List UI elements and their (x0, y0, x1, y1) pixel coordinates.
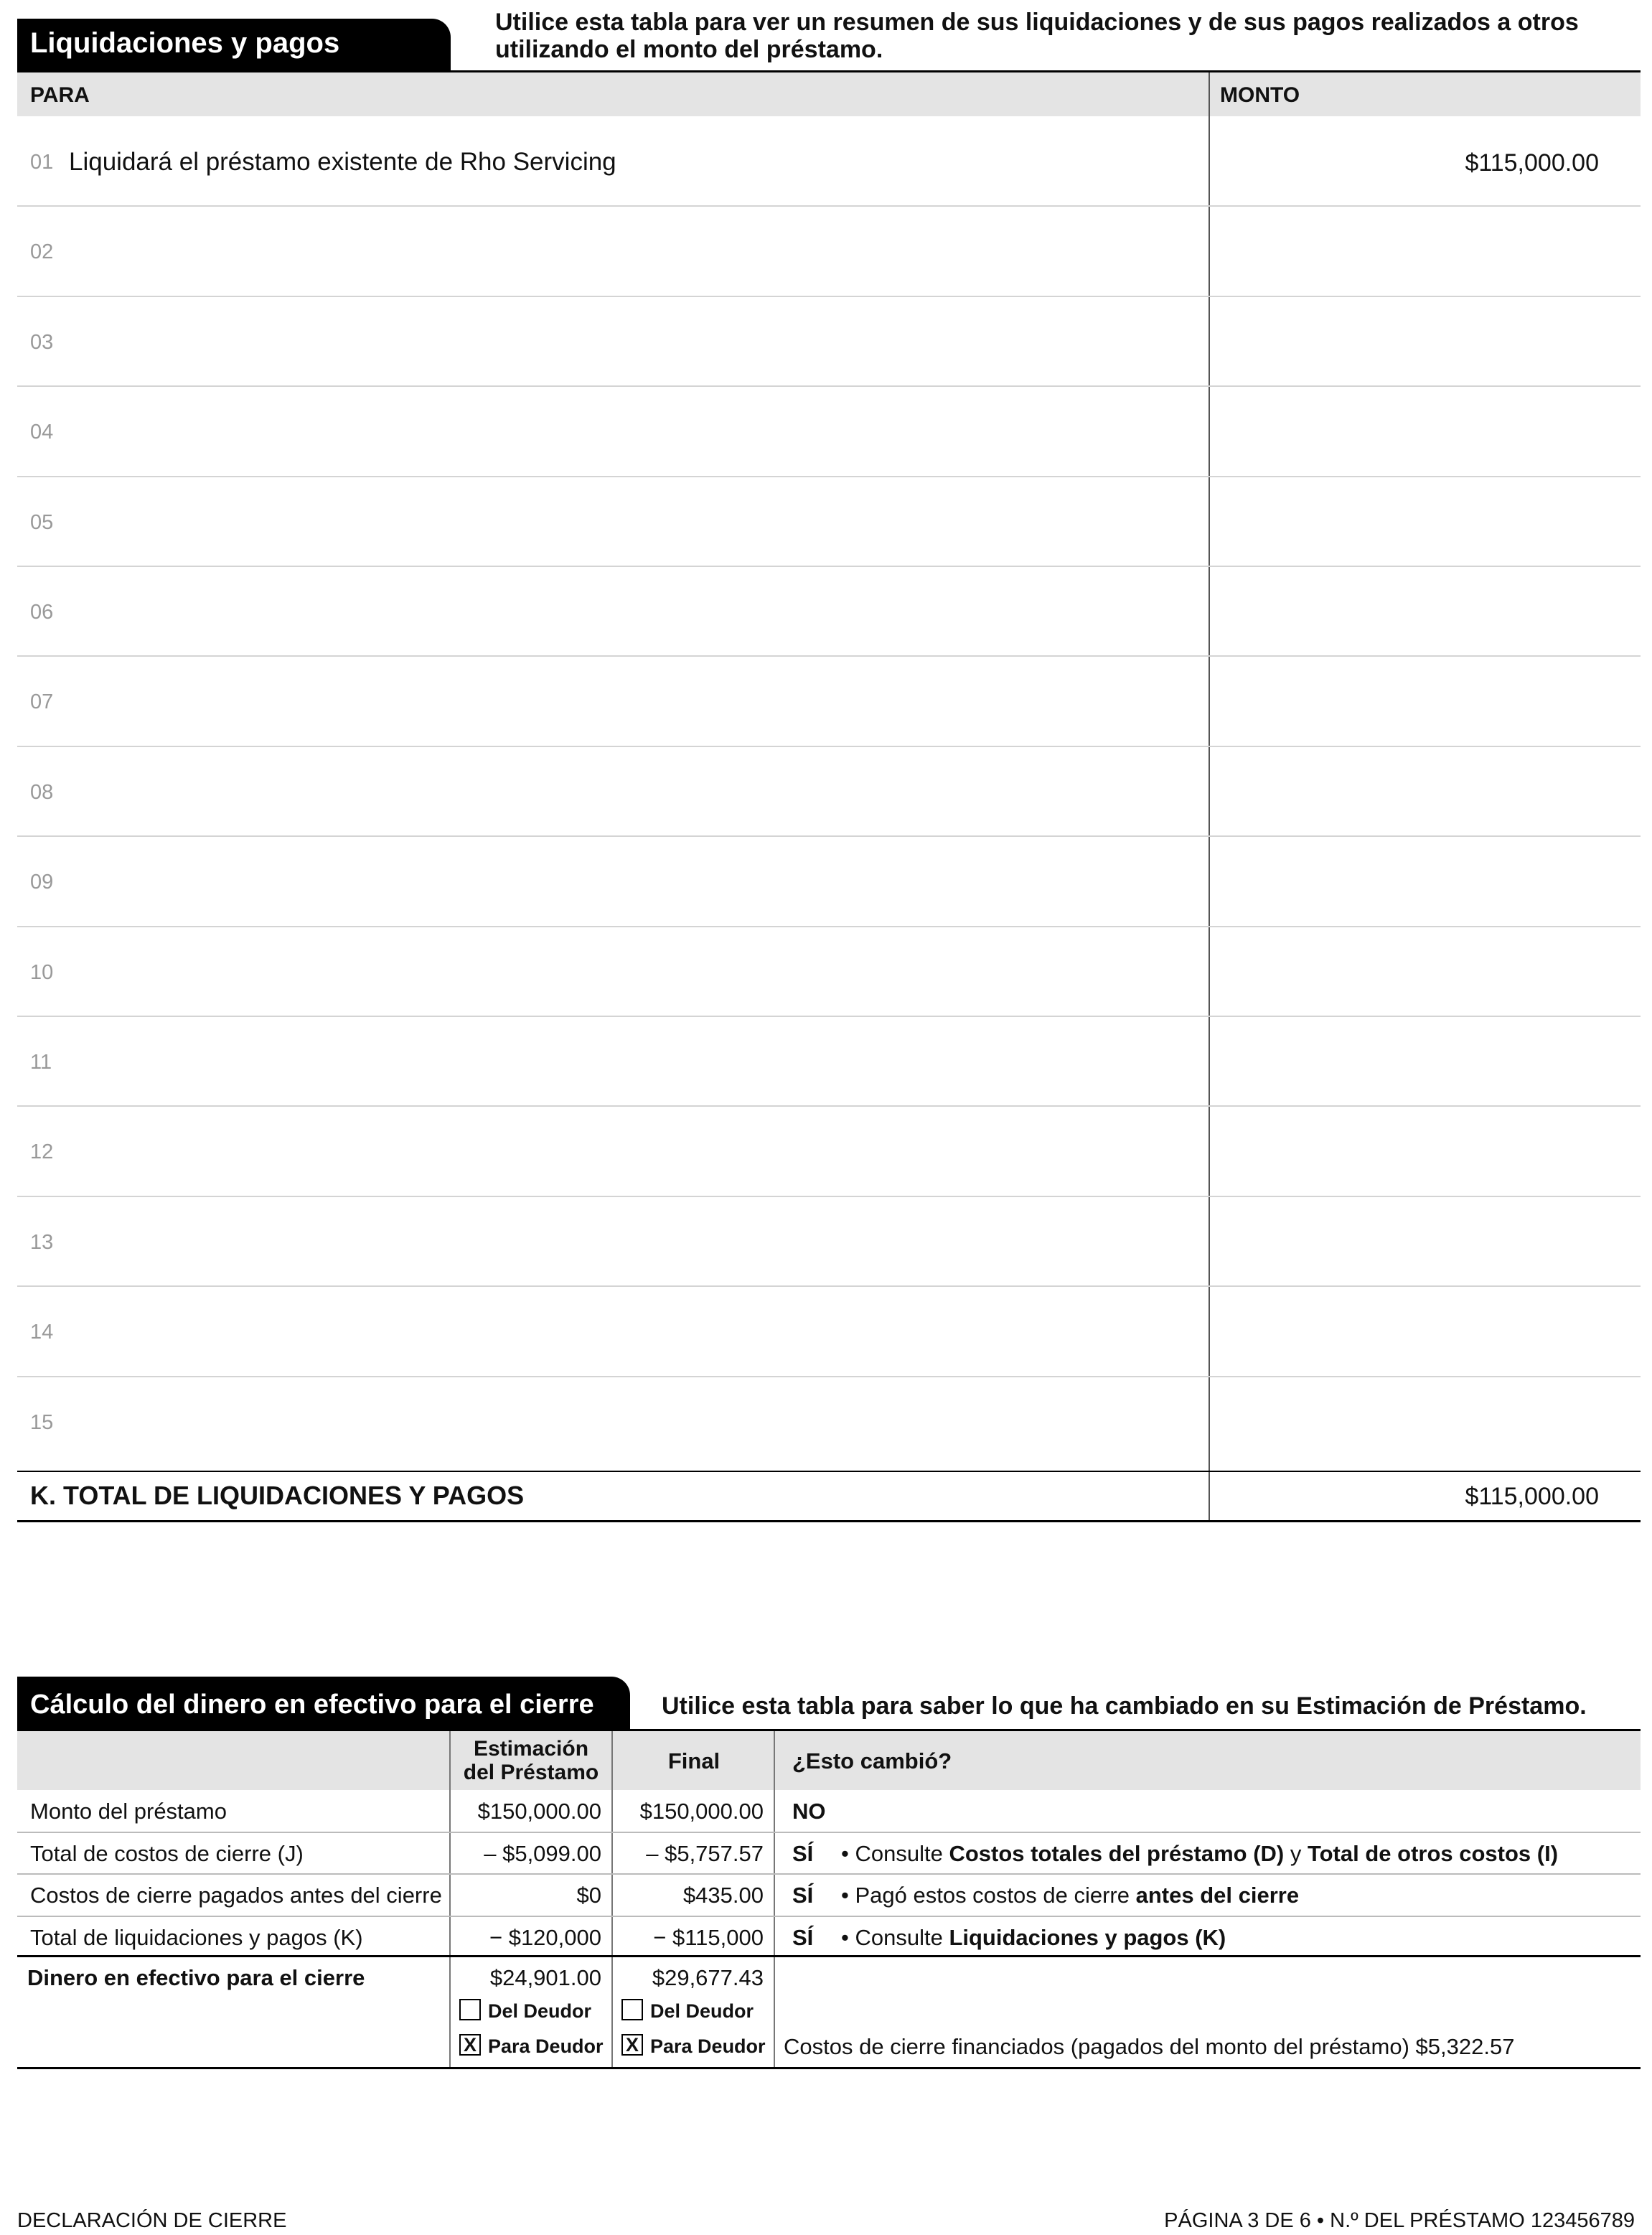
final-from-borrower-label: Del Deudor (650, 2000, 754, 2022)
col-header-to: PARA (30, 83, 90, 107)
row-divider (17, 296, 1641, 297)
row-divider (17, 1376, 1641, 1377)
cash-row-note-part: antes del cierre (1135, 1883, 1300, 1908)
row-number: 10 (30, 961, 54, 984)
col-header-changed: ¿Esto cambió? (792, 1748, 952, 1774)
row-divider (17, 835, 1641, 837)
cash-row-label: Total de costos de cierre (J) (30, 1841, 304, 1866)
final-to-borrower-checkbox[interactable]: X (621, 2034, 643, 2056)
row-number: 11 (30, 1051, 52, 1074)
col-header-estimate-line2: del Préstamo (463, 1761, 599, 1784)
row-number: 15 (30, 1411, 54, 1434)
estimate-to-borrower-label: Para Deudor (488, 2035, 604, 2057)
cash-row-final: – $5,757.57 (646, 1841, 764, 1866)
cash-row-note-part: • Consulte (841, 1841, 949, 1866)
row-divider (17, 385, 1641, 387)
cash-row-estimate: − $120,000 (489, 1925, 601, 1950)
footer-page-loan-number: PÁGINA 3 DE 6 • N.º DEL PRÉSTAMO 123456789 (1164, 2209, 1635, 2232)
row-number: 06 (30, 601, 54, 624)
total-amount: $115,000.00 (1465, 1483, 1599, 1510)
row-number: 05 (30, 511, 54, 534)
cash-row-note-part: • Consulte (841, 1925, 949, 1950)
row-description: Liquidará el préstamo existente de Rho Servicing (69, 148, 616, 176)
row-number: 08 (30, 781, 54, 804)
row-divider (17, 566, 1641, 567)
row-number: 12 (30, 1140, 54, 1163)
final-from-borrower-checkbox[interactable] (621, 1999, 643, 2020)
cash-final-amount: $29,677.43 (652, 1965, 764, 1990)
col-header-estimate (451, 1737, 611, 1784)
row-number: 02 (30, 240, 54, 263)
row-number: 14 (30, 1321, 54, 1344)
cash-row-note (841, 1841, 1558, 1867)
cash-row-changed: SÍ (792, 1841, 814, 1866)
cash-row-changed: NO (792, 1799, 826, 1824)
cash-row-note-part: Total de otros costos (I) (1307, 1841, 1559, 1866)
col-header-final: Final (667, 1748, 721, 1774)
row-number: 04 (30, 421, 54, 444)
row-divider (17, 1873, 1641, 1875)
row-divider (17, 655, 1641, 657)
cash-row-label: Monto del préstamo (30, 1799, 227, 1824)
cash-row-changed: SÍ (792, 1925, 814, 1950)
row-number: 13 (30, 1231, 54, 1254)
final-to-borrower-label: Para Deudor (650, 2035, 766, 2057)
cash-row-final: − $115,000 (653, 1925, 764, 1950)
estimate-from-borrower-label: Del Deudor (488, 2000, 592, 2022)
column-divider (774, 1731, 775, 2068)
cash-row-note-part: y (1284, 1841, 1308, 1866)
section-tab-liquidaciones (17, 19, 451, 70)
row-divider (17, 476, 1641, 477)
intro-line-2: utilizando el monto del préstamo. (495, 36, 883, 63)
intro-line-1: Utilice esta tabla para ver un resumen de sus liquidaciones y de sus pagos realizados a otros (495, 9, 1579, 36)
cash-row-note (841, 1925, 1226, 1951)
section-intro (495, 9, 1629, 63)
row-divider (17, 1016, 1641, 1017)
section-intro: Utilice esta tabla para saber lo que ha cambiado en su Estimación de Préstamo. (662, 1692, 1587, 1720)
financed-closing-costs-note: Costos de cierre financiados (pagados del monto del préstamo) $5,322.57 (784, 2034, 1515, 2059)
row-number: 03 (30, 331, 54, 354)
section-title: Cálculo del dinero en efectivo para el cierre (30, 1690, 594, 1720)
row-amount: $115,000.00 (1465, 149, 1599, 177)
row-divider (17, 1196, 1641, 1197)
cash-row-estimate: $150,000.00 (477, 1799, 601, 1824)
col-header-estimate-line1: Estimación (473, 1737, 589, 1761)
cash-row-changed: SÍ (792, 1883, 814, 1908)
col-header-amount: MONTO (1220, 83, 1300, 107)
cash-row-note-part: Costos totales del préstamo (D) (949, 1841, 1285, 1866)
estimate-from-borrower-checkbox[interactable] (459, 1999, 481, 2020)
section-tab-cash-to-close (17, 1677, 630, 1730)
total-bottom-rule (17, 1520, 1641, 1522)
row-divider (17, 926, 1641, 927)
cash-row-note-part: • Pagó estos costos de cierre (841, 1883, 1136, 1908)
cash-row-label: Total de liquidaciones y pagos (K) (30, 1925, 363, 1950)
row-divider (17, 205, 1641, 207)
section-bottom-rule (17, 2067, 1641, 2069)
cash-row-estimate: – $5,099.00 (484, 1841, 601, 1866)
row-divider (17, 1105, 1641, 1107)
estimate-to-borrower-checkbox[interactable]: X (459, 2034, 481, 2056)
cash-row-final: $150,000.00 (639, 1799, 764, 1824)
section-title: Liquidaciones y pagos (30, 27, 340, 59)
row-divider (17, 1832, 1641, 1833)
cash-row-note-part: Liquidaciones y pagos (K) (949, 1925, 1226, 1950)
cash-row-label: Costos de cierre pagados antes del cierre (30, 1883, 442, 1908)
cash-to-close-label: Dinero en efectivo para el cierre (27, 1965, 365, 1990)
row-divider (17, 1285, 1641, 1287)
total-top-rule (17, 1471, 1641, 1472)
footer-form-title: DECLARACIÓN DE CIERRE (17, 2209, 287, 2232)
cash-row-final: $435.00 (682, 1883, 764, 1908)
cash-estimate-amount: $24,901.00 (489, 1965, 601, 1990)
row-divider (17, 1916, 1641, 1917)
row-divider (17, 746, 1641, 747)
row-number: 09 (30, 871, 54, 894)
cash-row-note (841, 1883, 1299, 1908)
cash-row-estimate: $0 (576, 1883, 601, 1908)
row-number: 01 (30, 151, 54, 174)
cash-row-top-rule (17, 1955, 1641, 1957)
column-divider (1209, 72, 1210, 1522)
total-label: K. TOTAL DE LIQUIDACIONES Y PAGOS (30, 1481, 525, 1510)
row-number: 07 (30, 690, 54, 713)
table-header (17, 72, 1641, 116)
